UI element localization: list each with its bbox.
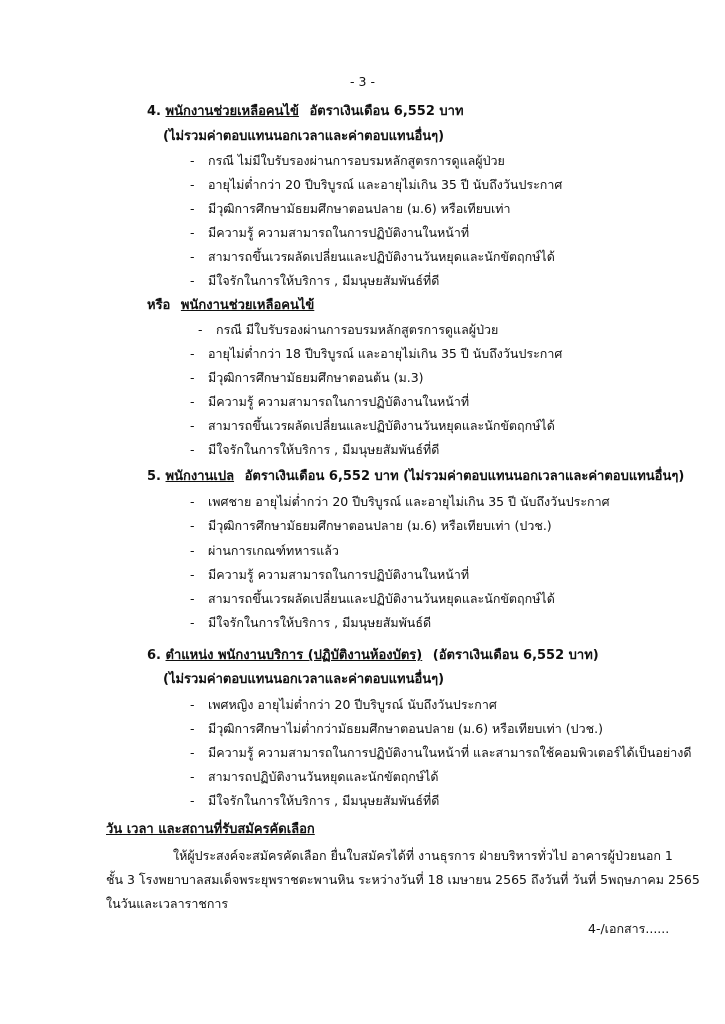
list-item: - มีวุฒิการศึกษามัธยมศึกษาตอนปลาย (ม.6) หรือเทียบเท่า (ปวช.): [190, 518, 552, 533]
application-line-2: ชั้น 3 โรงพยาบาลสมเด็จพระยุพราชตะพานหิน ระหว่างวันที่ 18 เมษายน 2565 ถึงวันที่ วันที่ 5พฤษภาคม 2565: [106, 872, 700, 887]
list-item: - สามารถขึ้นเวรผลัดเปลี่ยนและปฏิบัติงานวันหยุดและนักขัตฤกษ์ได้: [190, 249, 555, 264]
list-item: - มีวุฒิการศึกษาไม่ต่ำกว่ามัธยมศึกษาตอนปลาย (ม.6) หรือเทียบเท่า (ปวช.): [190, 721, 603, 736]
section-5-rate: อัตราเงินเดือน 6,552 บาท (ไม่รวมค่าตอบแทนนอกเวลาและค่าตอบแทนอื่นๆ): [244, 469, 685, 484]
list-item: - กรณี ไม่มีใบรับรองผ่านการอบรมหลักสูตรการดูแลผู้ป่วย: [190, 153, 505, 168]
application-title: วัน เวลา และสถานที่รับสมัครคัดเลือก: [106, 822, 315, 837]
section-6-subnote: (ไม่รวมค่าตอบแทนนอกเวลาและค่าตอบแทนอื่นๆ): [163, 672, 445, 687]
list-item: - ผ่านการเกณฑ์ทหารแล้ว: [190, 543, 339, 558]
list-item: - มีความรู้ ความสามารถในการปฏิบัติงานในหน้าที่: [190, 567, 470, 582]
section-4-subnote: (ไม่รวมค่าตอบแทนนอกเวลาและค่าตอบแทนอื่นๆ): [163, 129, 445, 144]
list-item: - อายุไม่ต่ำกว่า 18 ปีบริบูรณ์ และอายุไม่เกิน 35 ปี นับถึงวันประกาศ: [190, 346, 563, 361]
list-item: - มีความรู้ ความสามารถในการปฏิบัติงานในหน้าที่ และสามารถใช้คอมพิวเตอร์ได้เป็นอย่างดี: [190, 745, 692, 760]
list-item: - สามารถปฏิบัติงานวันหยุดและนักขัตฤกษ์ได้: [190, 769, 439, 784]
list-item: - สามารถขึ้นเวรผลัดเปลี่ยนและปฏิบัติงานวันหยุดและนักขัตฤกษ์ได้: [190, 418, 555, 433]
list-item: - กรณี มีใบรับรองผ่านการอบรมหลักสูตรการดูแลผู้ป่วย: [198, 322, 499, 337]
section-6-rate: (อัตราเงินเดือน 6,552 บาท): [432, 648, 599, 663]
section-4-rate: อัตราเงินเดือน 6,552 บาท: [309, 104, 464, 119]
section-6-title: ตำแหน่ง พนักงานบริการ (ปฏิบัติงานห้องบัตร): [165, 648, 423, 663]
section-4-title: พนักงานช่วยเหลือคนไข้: [165, 104, 299, 119]
section-5-number: 5.: [147, 469, 161, 484]
list-item: - มีใจรักในการให้บริการ , มีมนุษยสัมพันธ์ที่ดี: [190, 442, 440, 457]
application-line-3: ในวันและเวลาราชการ: [106, 896, 229, 911]
list-item: - เพศชาย อายุไม่ต่ำกว่า 20 ปีบริบูรณ์ และอายุไม่เกิน 35 ปี นับถึงวันประกาศ: [190, 494, 610, 509]
list-item: - มีความรู้ ความสามารถในการปฏิบัติงานในหน้าที่: [190, 394, 470, 409]
footer-continuation: 4-/เอกสาร......: [588, 921, 670, 936]
list-item: - เพศหญิง อายุไม่ต่ำกว่า 20 ปีบริบูรณ์ นับถึงวันประกาศ: [190, 697, 497, 712]
list-item: - มีวุฒิการศึกษามัธยมศึกษาตอนต้น (ม.3): [190, 370, 424, 385]
list-item: - มีใจรักในการให้บริการ , มีมนุษยสัมพันธ์ดี: [190, 615, 432, 630]
section-5-heading: [147, 469, 684, 485]
page-number: - 3 -: [350, 74, 375, 89]
list-item: - มีวุฒิการศึกษามัธยมศึกษาตอนปลาย (ม.6) หรือเทียบเท่า: [190, 201, 511, 216]
section-6-number: 6.: [147, 648, 161, 663]
or-heading: [147, 298, 314, 314]
list-item: - อายุไม่ต่ำกว่า 20 ปีบริบูรณ์ และอายุไม่เกิน 35 ปี นับถึงวันประกาศ: [190, 177, 563, 192]
list-item: - มีใจรักในการให้บริการ , มีมนุษยสัมพันธ์ที่ดี: [190, 273, 440, 288]
section-4-heading: [147, 104, 464, 120]
application-line-1: ให้ผู้ประสงค์จะสมัครคัดเลือก ยื่นใบสมัครได้ที่ งานธุรการ ฝ่ายบริหารทั่วไป อาคารผู้ป่วยนอก 1: [173, 848, 673, 863]
section-6-heading: [147, 648, 599, 664]
or-title: พนักงานช่วยเหลือคนไข้: [180, 298, 315, 313]
list-item: - มีความรู้ ความสามารถในการปฏิบัติงานในหน้าที่: [190, 225, 470, 240]
section-4-number: 4.: [147, 104, 161, 119]
list-item: - สามารถขึ้นเวรผลัดเปลี่ยนและปฏิบัติงานวันหยุดและนักขัตฤกษ์ได้: [190, 591, 555, 606]
list-item: - มีใจรักในการให้บริการ , มีมนุษยสัมพันธ์ที่ดี: [190, 793, 440, 808]
or-label: หรือ: [147, 298, 171, 313]
section-5-title: พนักงานเปล: [165, 469, 235, 484]
